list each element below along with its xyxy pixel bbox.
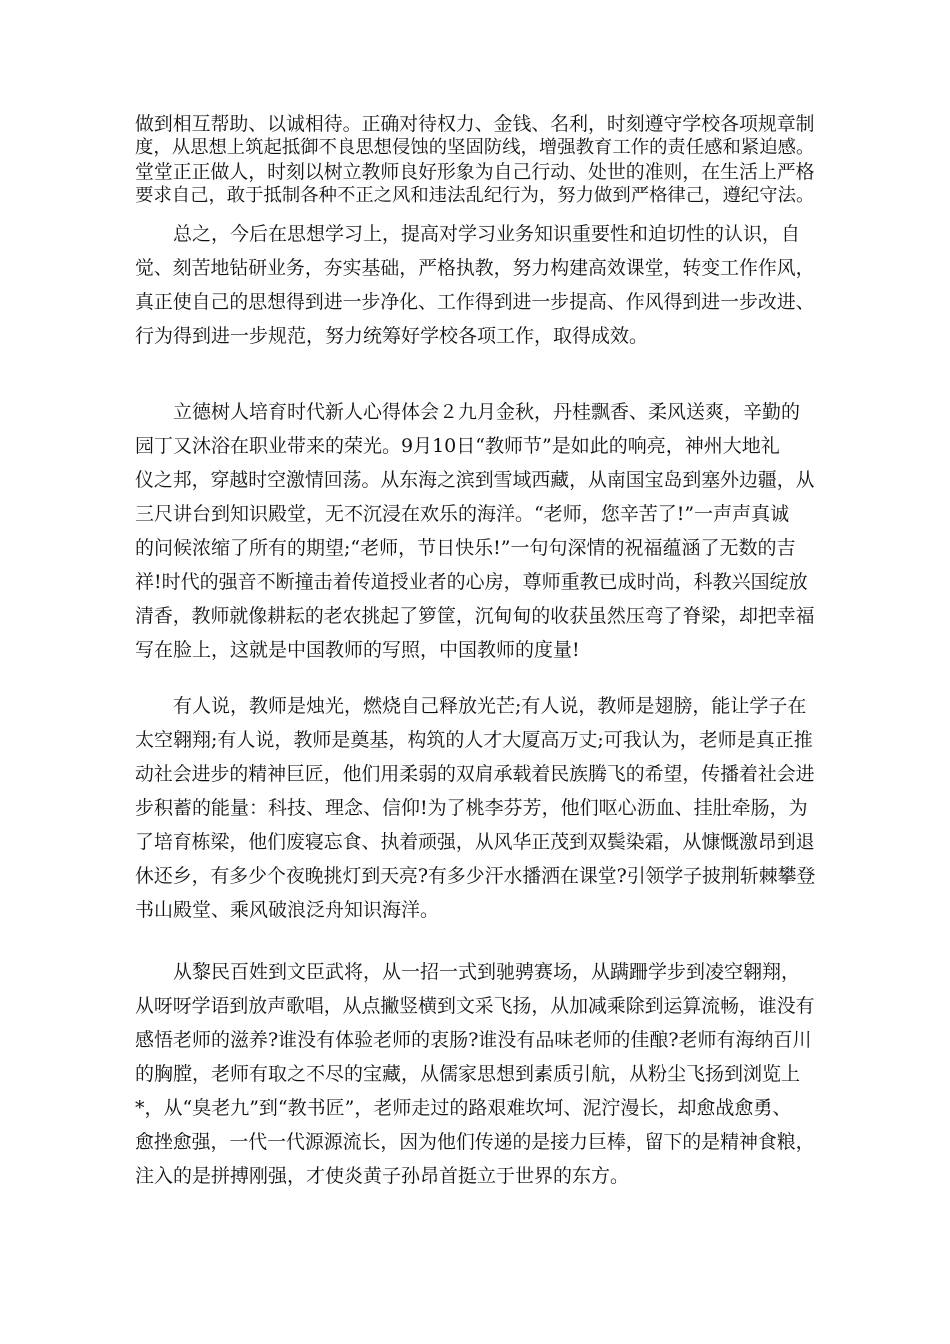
text-line: 真正使自己的思想得到进一步净化、工作得到进一步提高、作风得到进一步改进、 (135, 291, 815, 313)
text-line: 行为得到进一步规范，努力统筹好学校各项工作，取得成效。 (135, 325, 649, 347)
text-line: 祥!时代的强音不断撞击着传道授业者的心房，尊师重教已成时尚，科教兴国绽放 (135, 571, 808, 593)
text-line: 写在脸上，这就是中国教师的写照，中国教师的度量! (135, 639, 580, 661)
text-line: 堂堂正正做人，时刻以树立教师良好形象为自己行动、处世的准则，在生活上严格 (135, 161, 815, 183)
text-line: 了培育栋梁，他们废寝忘食、执着顽强，从风华正茂到双鬓染霜，从慷慨激昂到退 (135, 831, 815, 853)
text-line: 清香，教师就像耕耘的老农挑起了箩筐，沉甸甸的收获虽然压弯了脊梁，却把幸福 (135, 605, 815, 627)
text-line: 园丁又沐浴在职业带来的荣光。9月10日“教师节”是如此的响亮，神州大地礼 (135, 435, 780, 457)
text-line: 总之，今后在思想学习上，提高对学习业务知识重要性和迫切性的认识，自 (135, 223, 801, 245)
text-line: 做到相互帮助、以诚相待。正确对待权力、金钱、名利，时刻遵守学校各项规章制 (135, 113, 815, 135)
text-line: 书山殿堂、乘风破浪泛舟知识海洋。 (135, 899, 440, 921)
text-line: 觉、刻苦地钻研业务，夯实基础，严格执教，努力构建高效课堂，转变工作作风， (135, 257, 815, 279)
text-line: 动社会进步的精神巨匠，他们用柔弱的双肩承载着民族腾飞的希望，传播着社会进 (135, 763, 815, 785)
text-line: 从黎民百姓到文臣武将，从一招一式到驰骋赛场，从蹒跚学步到凌空翱翔， (135, 961, 801, 983)
text-line: 愈挫愈强，一代一代源源流长，因为他们传递的是接力巨棒，留下的是精神食粮， (135, 1131, 815, 1153)
text-line: 仪之邦，穿越时空激情回荡。从东海之滨到雪域西藏，从南国宝岛到塞外边疆，从 (135, 469, 815, 491)
text-line: 有人说，教师是烛光，燃烧自己释放光芒;有人说，教师是翅膀，能让学子在 (135, 695, 807, 717)
text-line: 注入的是拼搏刚强，才使炎黄子孙昂首挺立于世界的东方。 (135, 1165, 630, 1187)
text-line: 要求自己，敢于抵制各种不正之风和违法乱纪行为，努力做到严格律己，遵纪守法。 (135, 185, 815, 206)
text-line: 休还乡，有多少个夜晚挑灯到天亮?有多少汗水播洒在课堂?引领学子披荆斩棘攀登 (135, 865, 816, 887)
text-line: 立德树人培育时代新人心得体会２九月金秋，丹桂飘香、柔风送爽，辛勤的 (135, 401, 801, 423)
text-line: 步积蓄的能量：科技、理念、信仰!为了桃李芬芳，他们呕心沥血、挂肚牵肠，为 (135, 797, 808, 819)
text-line: 太空翱翔;有人说，教师是奠基，构筑的人才大厦高万丈;可我认为，老师是真正推 (135, 729, 813, 751)
text-line: 感悟老师的滋养?谁没有体验老师的衷肠?谁没有品味老师的佳酿?老师有海纳百川 (135, 1029, 812, 1051)
text-line: 三尺讲台到知识殿堂，无不沉浸在欢乐的海洋。“老师，您辛苦了!”一声声真诚 (135, 503, 790, 525)
text-line: 的问候浓缩了所有的期望;“老师，节日快乐!”一句句深情的祝福蕴涵了无数的吉 (135, 537, 796, 559)
text-line: 的胸膛，老师有取之不尽的宝藏，从儒家思想到素质引航，从粉尘飞扬到浏览上 (135, 1063, 801, 1085)
text-line: 度，从思想上筑起抵御不良思想侵蚀的坚固防线，增强教育工作的责任感和紧迫感。 (135, 137, 815, 158)
text-line: *，从“臭老九”到“教书匠”，老师走过的路艰难坎坷、泥泞漫长，却愈战愈勇、 (135, 1097, 792, 1119)
text-line: 从呀呀学语到放声歌唱，从点撇竖横到文采飞扬，从加减乘除到运算流畅，谁没有 (135, 995, 815, 1017)
